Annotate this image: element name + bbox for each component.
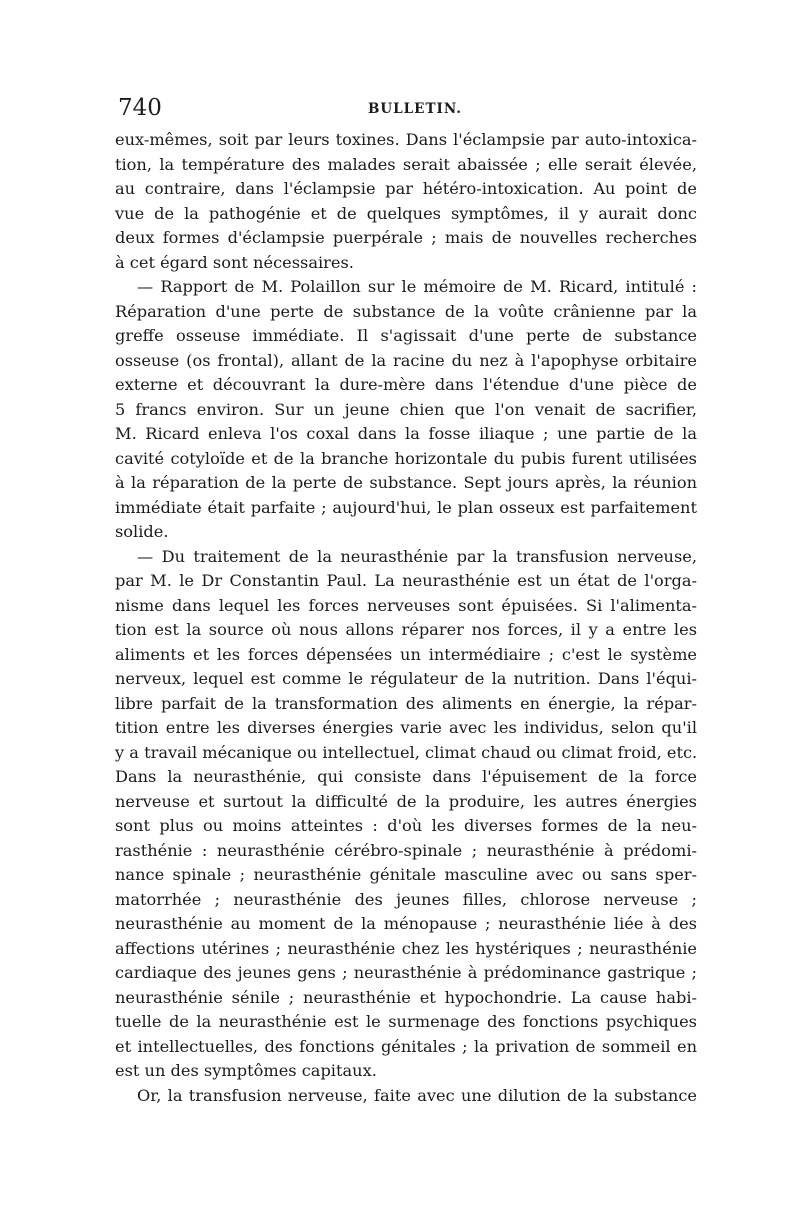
text-line: tion, la température des malades serait abaissée ; elle serait élevée, bbox=[115, 154, 697, 174]
text-line: nance spinale ; neurasthénie génitale masculine avec ou sans sper- bbox=[115, 865, 697, 884]
text-line: — Du traitement de la neurasthénie par la transfusion nerveuse, bbox=[137, 546, 697, 566]
text-line: eux-mêmes, soit par leurs toxines. Dans l'éclampsie par auto-intoxica- bbox=[115, 130, 697, 149]
text-line: nerveux, lequel est comme le régulateur de la nutrition. Dans l'équi- bbox=[115, 669, 697, 688]
text-line: tition entre les diverses énergies varie avec les individus, selon qu'il bbox=[115, 718, 697, 737]
text-line: Réparation d'une perte de substance de la voûte crânienne par la bbox=[115, 301, 697, 321]
text-line: nerveuse et surtout la difficulté de la produire, les autres énergies bbox=[115, 791, 697, 811]
text-line: immédiate était parfaite ; aujourd'hui, le plan osseux est parfaitement bbox=[115, 497, 697, 517]
text-line: externe et découvrant la dure-mère dans l'étendue d'une pièce de bbox=[115, 375, 697, 394]
text-line: neurasthénie sénile ; neurasthénie et hypochondrie. La cause habi- bbox=[115, 987, 697, 1007]
text-line: affections utérines ; neurasthénie chez les hystériques ; neurasthénie bbox=[115, 938, 697, 958]
text-line: M. Ricard enleva l'os coxal dans la fosse iliaque ; une partie de la bbox=[115, 424, 697, 443]
text-line: matorrhée ; neurasthénie des jeunes filles, chlorose nerveuse ; bbox=[115, 889, 697, 909]
text-line: et intellectuelles, des fonctions génitales ; la privation de sommeil en bbox=[115, 1036, 697, 1056]
text-line: cardiaque des jeunes gens ; neurasthénie à prédominance gastrique ; bbox=[115, 963, 697, 982]
text-line: Dans la neurasthénie, qui consiste dans l'épuisement de la force bbox=[115, 767, 697, 786]
body-text bbox=[115, 128, 697, 1108]
text-line: à cet égard sont nécessaires. bbox=[115, 252, 354, 272]
text-line: y a travail mécanique ou intellectuel, climat chaud ou climat froid, etc. bbox=[115, 742, 698, 762]
text-line: libre parfait de la transformation des aliments en énergie, la répar- bbox=[115, 693, 697, 713]
text-line: cavité cotyloïde et de la branche horizontale du pubis furent utilisées bbox=[115, 448, 697, 468]
text-line: 5 francs environ. Sur un jeune chien que l'on venait de sacrifier, bbox=[115, 399, 697, 419]
text-line: vue de la pathogénie et de quelques symptômes, il y aurait donc bbox=[115, 203, 697, 223]
text-line: aliments et les forces dépensées un intermédiaire ; c'est le système bbox=[115, 644, 697, 664]
page-header bbox=[118, 92, 690, 124]
text-line: osseuse (os frontal), allant de la racine du nez à l'apophyse orbitaire bbox=[115, 350, 697, 370]
text-line: Or, la transfusion nerveuse, faite avec une dilution de la substance bbox=[137, 1085, 697, 1105]
text-line: au contraire, dans l'éclampsie par hétéro-intoxication. Au point de bbox=[115, 179, 697, 198]
running-head: BULLETIN. bbox=[368, 101, 462, 117]
text-line: à la réparation de la perte de substance. Sept jours après, la réunion bbox=[115, 473, 697, 492]
page-number: 740 bbox=[118, 95, 162, 121]
text-line: rasthénie : neurasthénie cérébro-spinale ; neurasthénie à prédomi- bbox=[115, 840, 697, 860]
text-line: nisme dans lequel les forces nerveuses sont épuisées. Si l'alimenta- bbox=[115, 595, 697, 615]
text-line: sont plus ou moins atteintes : d'où les diverses formes de la neu- bbox=[115, 816, 697, 835]
text-line: par M. le Dr Constantin Paul. La neurasthénie est un état de l'orga- bbox=[115, 571, 697, 590]
text-line: tuelle de la neurasthénie est le surmenage des fonctions psychiques bbox=[115, 1012, 697, 1031]
text-line: greffe osseuse immédiate. Il s'agissait d'une perte de substance bbox=[115, 326, 697, 345]
text-line: deux formes d'éclampsie puerpérale ; mais de nouvelles recherches bbox=[115, 228, 697, 247]
text-line: est un des symptômes capitaux. bbox=[115, 1061, 377, 1080]
text-line: solide. bbox=[115, 522, 169, 541]
text-line: — Rapport de M. Polaillon sur le mémoire de M. Ricard, intitulé : bbox=[137, 277, 697, 296]
text-line: neurasthénie au moment de la ménopause ; neurasthénie liée à des bbox=[115, 914, 697, 933]
text-line: tion est la source où nous allons réparer nos forces, il y a entre les bbox=[115, 620, 697, 639]
